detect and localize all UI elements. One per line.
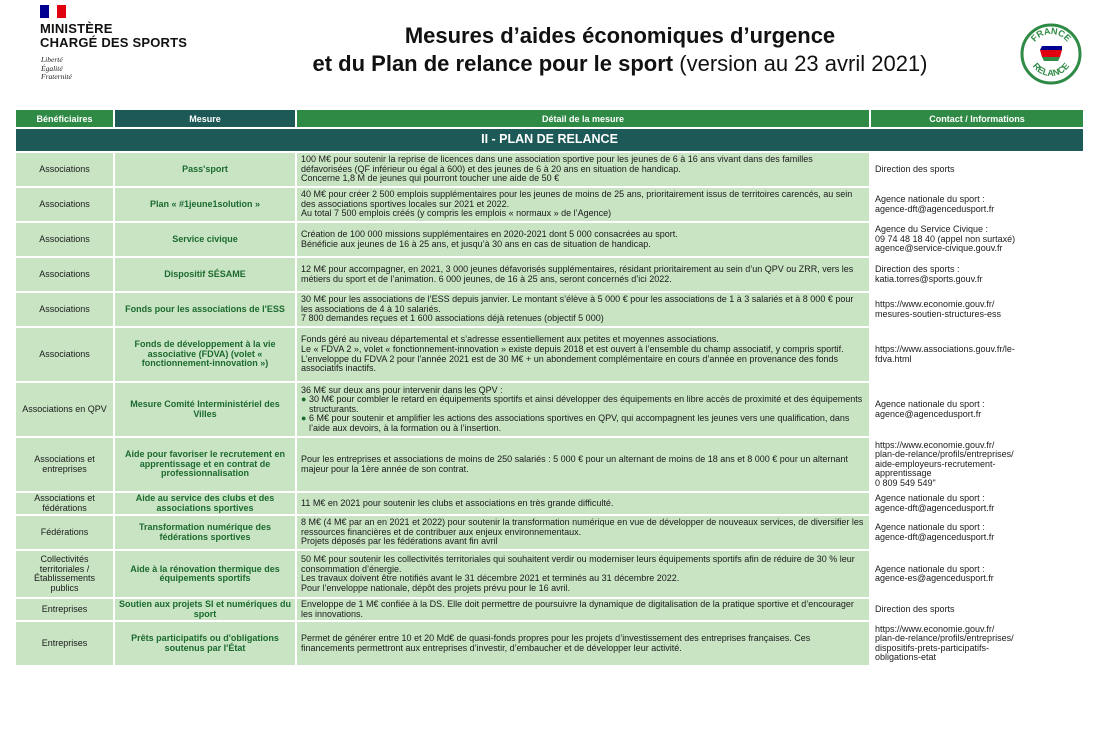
beneficiary-cell: Entreprises — [16, 622, 113, 665]
measure-cell: Plan « #1jeune1solution » — [115, 188, 295, 221]
ministry-line-2: CHARGÉ DES SPORTS — [40, 35, 188, 50]
beneficiary-cell: Associations — [16, 258, 113, 291]
table-row — [16, 188, 1083, 221]
measure-cell: Mesure Comité Interministériel des Villes — [115, 383, 295, 436]
contact-line: agence@service-civique.gouv.fr — [875, 243, 1003, 254]
contact-cell — [871, 383, 1083, 436]
badge-text-top: FRANCE — [1028, 25, 1074, 44]
beneficiary-cell: Entreprises — [16, 599, 113, 620]
measure-cell: Service civique — [115, 223, 295, 256]
detail-cell — [297, 328, 869, 381]
detail-line: 12 M€ pour accompagner, en 2021, 3 000 jeunes défavorisés supplémentaires, résidant prioritairement au sein d’un QPV ou ZRR, vers les métiers du sport et de l’animation. 6 000 jeunes, de 16 à 25 ans, seront concernés d’ici 2022. — [301, 263, 854, 284]
table-row — [16, 328, 1083, 381]
section-title: II - PLAN DE RELANCE — [16, 129, 1083, 151]
contact-line: https://www.economie.gouv.fr/ — [875, 623, 995, 634]
page-title — [250, 22, 990, 78]
badge-flag-green — [1042, 57, 1060, 61]
measure-cell: Aide à la rénovation thermique des équipements sportifs — [115, 551, 295, 597]
bullet-dot-icon: ● — [301, 413, 309, 424]
detail-line: 36 M€ sur deux ans pour intervenir dans les QPV : — [301, 384, 503, 395]
beneficiary-cell: Collectivités territoriales / Établissements publics — [16, 551, 113, 597]
contact-line: Agence nationale du sport : — [875, 563, 985, 574]
header-mesure: Mesure — [115, 110, 295, 127]
contact-line: https://www.economie.gouv.fr/ — [875, 439, 995, 450]
contact-line: obligations-etat — [875, 652, 937, 663]
badge-text-bottom: RELANCE — [1030, 60, 1072, 79]
detail-line: Le « FDVA 2 », volet « fonctionnement-innovation » existe depuis 2018 et est ouvert à l’ensemble du champ associatif, y compris sportif. — [301, 343, 844, 354]
table-row — [16, 622, 1083, 665]
detail-line: Bénéficie aux jeunes de 16 à 25 ans, et jusqu’à 30 ans en cas de situation de handicap. — [301, 238, 651, 249]
detail-line: Fonds géré au niveau départemental et s’adresse essentiellement aux petites et moyennes associations. — [301, 334, 719, 345]
beneficiary-cell: Associations et entreprises — [16, 438, 113, 491]
measure-cell: Fonds de développement à la vie associative (FDVA) (volet « fonctionnement-innovation ») — [115, 328, 295, 381]
contact-line: aide-employeurs-recrutement- — [875, 458, 996, 469]
beneficiary-cell: Associations — [16, 328, 113, 381]
contact-line: Direction des sports — [875, 603, 955, 614]
contact-line: plan-de-relance/profils/entreprises/ — [875, 633, 1014, 644]
table-row — [16, 383, 1083, 436]
beneficiary-cell: Associations — [16, 188, 113, 221]
detail-line: Concerne 1,8 M de jeunes qui pourront toucher une aide de 50 € — [301, 173, 560, 184]
measures-table — [14, 108, 1085, 667]
section-row — [16, 129, 1083, 151]
title-version: (version au 23 avril 2021) — [673, 51, 928, 76]
contact-line: agence@agencedusport.fr — [875, 408, 982, 419]
header-contact: Contact / Informations — [871, 110, 1083, 127]
contact-line: https://www.economie.gouv.fr/ — [875, 298, 995, 309]
bullet-text: 6 M€ pour soutenir et amplifier les actions des associations sportives en QPV, qui accompagnent les jeunes vers une qualification, dans l’aide aux devoirs, à la formation ou à l’insertion. — [308, 413, 850, 433]
detail-line: Création de 100 000 missions supplémentaires en 2020-2021 dont 5 000 consacrées au sport. — [301, 228, 678, 239]
contact-line: dispositifs-prets-participatifs- — [875, 642, 990, 653]
table-header-row — [16, 110, 1083, 127]
contact-line: agence-dft@agencedusport.fr — [875, 531, 995, 542]
contact-cell — [871, 551, 1083, 597]
contact-line: agence-dft@agencedusport.fr — [875, 502, 995, 513]
table-row — [16, 258, 1083, 291]
detail-cell — [297, 223, 869, 256]
beneficiary-cell: Associations — [16, 293, 113, 326]
measure-cell: Aide pour favoriser le recrutement en apprentissage et en contrat de professionnalisation — [115, 438, 295, 491]
detail-cell — [297, 551, 869, 597]
detail-line: 50 M€ pour soutenir les collectivités territoriales qui souhaitent verdir ou moderniser leurs équipements sportifs afin de réduire de 30 % leur consommation d’énergie. — [301, 554, 855, 574]
beneficiary-cell: Associations — [16, 223, 113, 256]
detail-cell — [297, 153, 869, 186]
contact-line: agence-es@agencedusport.fr — [875, 573, 994, 584]
detail-cell — [297, 188, 869, 221]
header-detail: Détail de la mesure — [297, 110, 869, 127]
detail-line: 100 M€ pour soutenir la reprise de licences dans une association sportive pour les jeunes de 6 à 16 ans vivant dans des familles défavorisées (QF inférieur ou égal à 600) et des jeunes de 6 à 20 ans en situation de handicap. — [301, 154, 813, 174]
beneficiary-cell: Associations — [16, 153, 113, 186]
bullet-text: 30 M€ pour combler le retard en équipements sportifs et ainsi développer des équipements en libre accès de proximité et des équipements structurants. — [308, 394, 863, 414]
measure-cell: Soutien aux projets SI et numériques du sport — [115, 599, 295, 620]
contact-cell — [871, 516, 1083, 549]
detail-line: Permet de générer entre 10 et 20 Md€ de quasi-fonds propres pour les projets d’investissement des entreprises françaises. Ces financements permettront aux entreprises d’investir, d’embaucher et de développer leur activité. — [301, 633, 811, 653]
detail-cell — [297, 293, 869, 326]
detail-line: 11 M€ en 2021 pour soutenir les clubs et associations en très grande difficulté. — [301, 497, 614, 508]
contact-cell — [871, 622, 1083, 665]
contact-line: 0 809 549 549" — [875, 477, 936, 488]
contact-cell — [871, 188, 1083, 221]
beneficiary-cell: Associations et fédérations — [16, 493, 113, 514]
detail-line: Les travaux doivent être notifiés avant le 31 décembre 2021 et terminés au 31 décembre 2022. — [301, 573, 680, 584]
flag-stripe-blue — [40, 5, 49, 18]
measure-cell: Fonds pour les associations de l'ESS — [115, 293, 295, 326]
motto-fraternite: Fraternité — [41, 72, 72, 81]
beneficiary-cell: Associations en QPV — [16, 383, 113, 436]
detail-line: Projets déposés par les fédérations avant fin avril — [301, 536, 498, 547]
contact-line: Agence du Service Civique : — [875, 224, 989, 235]
detail-cell — [297, 438, 869, 491]
header-beneficiaires: Bénéficiaires — [16, 110, 113, 127]
detail-line: Au total 7 500 emplois créés (y compris les emplois « normaux » de l’Agence) — [301, 208, 612, 219]
contact-line: Agence nationale du sport : — [875, 398, 985, 409]
bullet-dot-icon: ● — [301, 394, 309, 405]
detail-bullet — [301, 395, 866, 414]
detail-line: 7 800 demandes reçues et 1 600 associations déjà retenues (objectif 5 000) — [301, 313, 604, 324]
contact-cell — [871, 493, 1083, 514]
detail-bullet — [301, 414, 866, 433]
table-row — [16, 223, 1083, 256]
france-relance-badge — [1020, 23, 1082, 85]
detail-cell — [297, 493, 869, 514]
title-line-2-bold: et du Plan de relance pour le sport — [312, 51, 674, 76]
detail-line: Pour les entreprises et associations de moins de 250 salariés : 5 000 € pour un alternant de moins de 18 ans et 8 000 € pour un alternant majeur pour la 1ère année de son contrat. — [301, 453, 848, 474]
detail-cell — [297, 622, 869, 665]
contact-cell — [871, 328, 1083, 381]
contact-line: Direction des sports — [875, 163, 955, 174]
contact-cell — [871, 153, 1083, 186]
motto-liberte: Liberté — [41, 55, 63, 64]
flag-stripe-white — [49, 5, 58, 18]
detail-cell — [297, 258, 869, 291]
contact-line: Agence nationale du sport : — [875, 493, 985, 503]
detail-cell — [297, 383, 869, 436]
contact-line: 09 74 48 18 40 (appel non surtaxé) — [875, 233, 1016, 244]
contact-cell — [871, 438, 1083, 491]
table-row — [16, 599, 1083, 620]
table-row — [16, 153, 1083, 186]
table-row — [16, 293, 1083, 326]
contact-cell — [871, 258, 1083, 291]
table-row — [16, 516, 1083, 549]
badge-flag-blue — [1040, 46, 1062, 50]
detail-line: 8 M€ (4 M€ par an en 2021 et 2022) pour soutenir la transformation numérique en vue de développer de nouveaux services, de diversifier les ressources financières et de contribuer aux enjeux environnementaux. — [301, 517, 864, 537]
measure-cell: Prêts participatifs ou d'obligations soutenus par l'État — [115, 622, 295, 665]
motto-egalite: Égalité — [41, 63, 63, 73]
ministry-line-1: MINISTÈRE — [40, 21, 113, 36]
measure-cell: Transformation numérique des fédérations sportives — [115, 516, 295, 549]
table-row — [16, 551, 1083, 597]
detail-line: 40 M€ pour créer 2 500 emplois supplémentaires pour les jeunes de moins de 25 ans, prioritairement issus de territoires carencés, au sein des associations sportives locales sur 2021 et 2022. — [301, 189, 853, 209]
contact-line: fdva.html — [875, 353, 912, 364]
flag-stripe-red — [57, 5, 66, 18]
contact-line: Agence nationale du sport : — [875, 522, 985, 533]
table-row — [16, 438, 1083, 491]
measure-cell: Pass'sport — [115, 153, 295, 186]
detail-line: L’enveloppe du FDVA 2 pour l’année 2021 est de 30 M€ + un abondement complémentaire en cours d’année en provenance des fonds associatifs inactifs. — [301, 353, 838, 374]
detail-line: Pour l’enveloppe nationale, dépôt des projets prévu pour le 16 avril. — [301, 582, 571, 593]
detail-cell — [297, 516, 869, 549]
contact-cell — [871, 599, 1083, 620]
republic-motto — [41, 56, 72, 82]
measure-cell: Aide au service des clubs et des associations sportives — [115, 493, 295, 514]
table-row — [16, 493, 1083, 514]
french-flag — [40, 5, 66, 18]
title-line-1: Mesures d’aides économiques d’urgence — [404, 23, 836, 48]
contact-line: https://www.associations.gouv.fr/le- — [875, 343, 1015, 354]
beneficiary-cell: Fédérations — [16, 516, 113, 549]
contact-line: Agence nationale du sport : — [875, 193, 985, 204]
contact-line: katia.torres@sports.gouv.fr — [875, 273, 983, 284]
contact-line: mesures-soutien-structures-ess — [875, 308, 1002, 319]
measure-cell: Dispositif SÉSAME — [115, 258, 295, 291]
contact-line: agence-dft@agencedusport.fr — [875, 203, 995, 214]
detail-line: Enveloppe de 1 M€ confiée à la DS. Elle doit permettre de poursuivre la dynamique de digitalisation de la pratique sportive et d’encourager les innovations. — [301, 599, 854, 619]
ministry-name — [40, 22, 187, 50]
contact-line: apprentissage — [875, 468, 932, 479]
detail-cell — [297, 599, 869, 620]
contact-cell — [871, 293, 1083, 326]
contact-line: Direction des sports : — [875, 263, 960, 274]
badge-flag-red — [1040, 50, 1062, 57]
detail-line: 30 M€ pour les associations de l’ESS depuis janvier. Le montant s’élève à 5 000 € pour les associations de 1 à 3 salariés et à 8 000 € pour les associations de 4 à 10 salariés. — [301, 294, 854, 314]
title-line-2 — [250, 50, 990, 78]
contact-line: plan-de-relance/profils/entreprises/ — [875, 449, 1014, 460]
contact-cell — [871, 223, 1083, 256]
